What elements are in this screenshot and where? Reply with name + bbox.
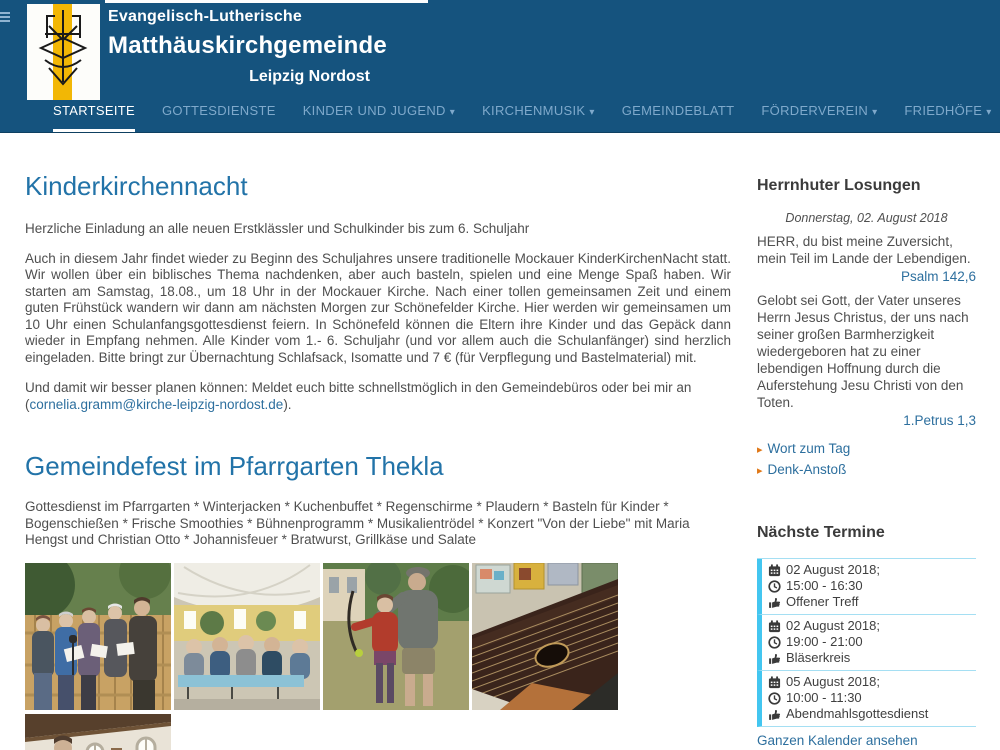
hand-pointer-icon bbox=[768, 708, 781, 721]
event-time-row bbox=[768, 578, 976, 594]
nav-label: FÖRDERVEREIN bbox=[761, 102, 869, 118]
event-item[interactable] bbox=[757, 671, 976, 727]
nav-label: GOTTESDIENSTE bbox=[161, 102, 276, 118]
article-paragraph bbox=[25, 380, 731, 413]
photo-tent-image bbox=[174, 563, 320, 710]
main-nav bbox=[53, 89, 992, 132]
photo-gallery bbox=[25, 563, 623, 750]
nav-label: FRIEDHÖFE bbox=[904, 102, 983, 118]
logo-emblem-icon bbox=[27, 4, 100, 100]
photo-church-image bbox=[25, 714, 171, 750]
event-date-row bbox=[768, 562, 976, 578]
denk-anstoss-link[interactable] bbox=[757, 461, 976, 480]
losungen-links bbox=[757, 440, 976, 480]
event-name: Bläserkreis bbox=[786, 650, 851, 665]
site-header bbox=[0, 0, 1000, 133]
clock-icon bbox=[768, 580, 781, 593]
chevron-down-icon: ▾ bbox=[872, 106, 878, 118]
article-title-gemeindefest: Gemeindefest im Pfarrgarten Thekla bbox=[25, 451, 444, 481]
church-logo[interactable] bbox=[27, 4, 100, 100]
link-label: Denk-Anstoß bbox=[767, 462, 847, 477]
losungen-verse1: HERR, du bist meine Zuversicht, mein Teil im Lande der Lebendigen. bbox=[757, 234, 971, 266]
nav-item-kirchenmusik[interactable] bbox=[482, 90, 595, 132]
event-time-row bbox=[768, 690, 976, 706]
gallery-photo-choir[interactable] bbox=[25, 563, 171, 710]
arrow-right-icon: ▸ bbox=[757, 465, 763, 477]
full-calendar-link[interactable]: Ganzen Kalender ansehen bbox=[757, 733, 918, 748]
link-label: Wort zum Tag bbox=[767, 441, 851, 456]
clock-icon bbox=[768, 636, 781, 649]
article-paragraph: Herzliche Einladung an alle neuen Erstklässler und Schulkinder bis zum 6. Schuljahr bbox=[25, 221, 530, 236]
site-title-line3: Leipzig Nordost bbox=[249, 68, 370, 85]
event-name-row bbox=[768, 650, 976, 666]
verse2-reference-link[interactable]: 1.Petrus 1,3 bbox=[903, 413, 976, 428]
event-date: 02 August 2018; bbox=[786, 618, 880, 633]
chevron-down-icon: ▾ bbox=[986, 106, 992, 118]
nav-label: STARTSEITE bbox=[53, 102, 135, 118]
gallery-photo-tent[interactable] bbox=[174, 563, 320, 710]
email-link[interactable]: cornelia.gramm@kirche-leipzig-nordost.de bbox=[29, 396, 284, 412]
site-title-line1: Evangelisch-Lutherische bbox=[108, 8, 302, 25]
event-time: 15:00 - 16:30 bbox=[786, 578, 863, 593]
event-date: 02 August 2018; bbox=[786, 562, 880, 577]
hand-pointer-icon bbox=[768, 596, 781, 609]
nav-label: KIRCHENMUSIK bbox=[482, 102, 586, 118]
event-date-row bbox=[768, 674, 976, 690]
article-title-kinderkirchennacht: Kinderkirchennacht bbox=[25, 171, 248, 201]
nav-item-kinder-und-jugend[interactable] bbox=[303, 90, 455, 132]
hamburger-menu-icon[interactable] bbox=[0, 12, 11, 26]
event-list bbox=[757, 558, 976, 727]
event-item[interactable] bbox=[757, 615, 976, 671]
termine-title: Nächste Termine bbox=[757, 524, 885, 541]
photo-zither-image bbox=[472, 563, 618, 710]
losungen-date: Donnerstag, 02. August 2018 bbox=[785, 211, 948, 225]
gallery-photo-church[interactable] bbox=[25, 714, 171, 750]
event-name-row bbox=[768, 594, 976, 610]
contact-text-before: Und damit wir besser planen können: Meldet euch bitte schnellstmöglich in den Gemeindebüros oder bei mir an ( bbox=[25, 380, 692, 412]
nav-item-startseite[interactable] bbox=[53, 90, 135, 132]
sidebar bbox=[757, 133, 976, 750]
main-content bbox=[25, 133, 731, 750]
chevron-down-icon: ▾ bbox=[589, 106, 595, 118]
nav-item-gottesdienste[interactable] bbox=[162, 90, 276, 132]
event-date-row bbox=[768, 618, 976, 634]
calendar-icon bbox=[768, 620, 781, 633]
event-name: Abendmahlsgottesdienst bbox=[786, 706, 929, 721]
contact-text-after: ). bbox=[283, 396, 292, 412]
event-time: 10:00 - 11:30 bbox=[786, 690, 862, 705]
clock-icon bbox=[768, 692, 781, 705]
calendar-icon bbox=[768, 564, 781, 577]
event-time-row bbox=[768, 634, 976, 650]
site-title-line2: Matthäuskirchgemeinde bbox=[108, 32, 387, 59]
gallery-photo-archery[interactable] bbox=[323, 563, 469, 710]
gallery-row bbox=[25, 714, 623, 750]
event-date: 05 August 2018; bbox=[786, 674, 880, 689]
nav-item-gemeindeblatt[interactable] bbox=[622, 90, 735, 132]
calendar-icon bbox=[768, 676, 781, 689]
nav-item-foerderverein[interactable] bbox=[761, 90, 877, 132]
gallery-row bbox=[25, 563, 623, 710]
event-time: 19:00 - 21:00 bbox=[786, 634, 863, 649]
wort-zum-tag-link[interactable] bbox=[757, 440, 976, 459]
losungen-title: Herrnhuter Losungen bbox=[757, 177, 921, 194]
photo-choir-image bbox=[25, 563, 171, 710]
nav-label: KINDER UND JUGEND bbox=[302, 102, 446, 118]
verse1-reference-link[interactable]: Psalm 142,6 bbox=[900, 269, 976, 284]
site-title-block bbox=[108, 8, 387, 86]
arrow-right-icon: ▸ bbox=[757, 444, 763, 456]
nav-label: GEMEINDEBLATT bbox=[621, 102, 735, 118]
event-item[interactable] bbox=[757, 559, 976, 615]
gallery-photo-zither[interactable] bbox=[472, 563, 618, 710]
hand-pointer-icon bbox=[768, 652, 781, 665]
chevron-down-icon: ▾ bbox=[449, 106, 456, 118]
nav-item-friedhoefe[interactable] bbox=[904, 90, 991, 132]
article-paragraph: Auch in diesem Jahr findet wieder zu Beginn des Schuljahres unsere traditionelle Mockauer KinderKirchenNacht statt. Wir wollen über ein biblisches Thema nachdenken, aber auch basteln, spielen und eine Menge Spaß haben. Wir starten am Samstag, 18.08., um 18 Uhr in der Mockauer Kirche. Nach einer tollen gemeinsamen Zeit und einem guten Frühstück wandern wir dann am nächsten Morgen zur Schönefelder Kirche. Hier werden wir gemeinsamen um 10 Uhr einen Schulanfangsgottesdienst feiern. In Schönefeld können die Eltern ihre Kinder und das Gepäck dann wieder in Empfang nehmen. Alle Kinder vom 1.- 6. Schuljahr (und vor allem auch die Schulanfänger) sind herzlich eingeladen. Bitte bringt zur Übernachtung Schlafsack, Isomatte und 7 € (für Verpflegung und Bastelmaterial) mit. bbox=[25, 250, 731, 365]
event-name-row bbox=[768, 706, 976, 722]
event-name: Offener Treff bbox=[786, 594, 859, 609]
losungen-verse2: Gelobt sei Gott, der Vater unseres Herrn Jesus Christus, der uns nach seiner großen Barmherzigkeit wiedergeboren hat zu einer lebendigen Hoffnung durch die Auferstehung Jesu Christi von den Toten. bbox=[757, 293, 969, 410]
header-top-line bbox=[105, 0, 428, 3]
article-paragraph: Gottesdienst im Pfarrgarten * Winterjacken * Kuchenbuffet * Regenschirme * Plaudern * Basteln für Kinder * Bogenschießen * Frische Smoothies * Bühnenprogramm * Musikalientrödel * Konzert "Von der Liebe" mit Maria Hengst und Christian Otto * Johannisfeuer * Bratwurst, Grillkäse und Salate bbox=[25, 499, 690, 547]
photo-archery-image bbox=[323, 563, 469, 710]
